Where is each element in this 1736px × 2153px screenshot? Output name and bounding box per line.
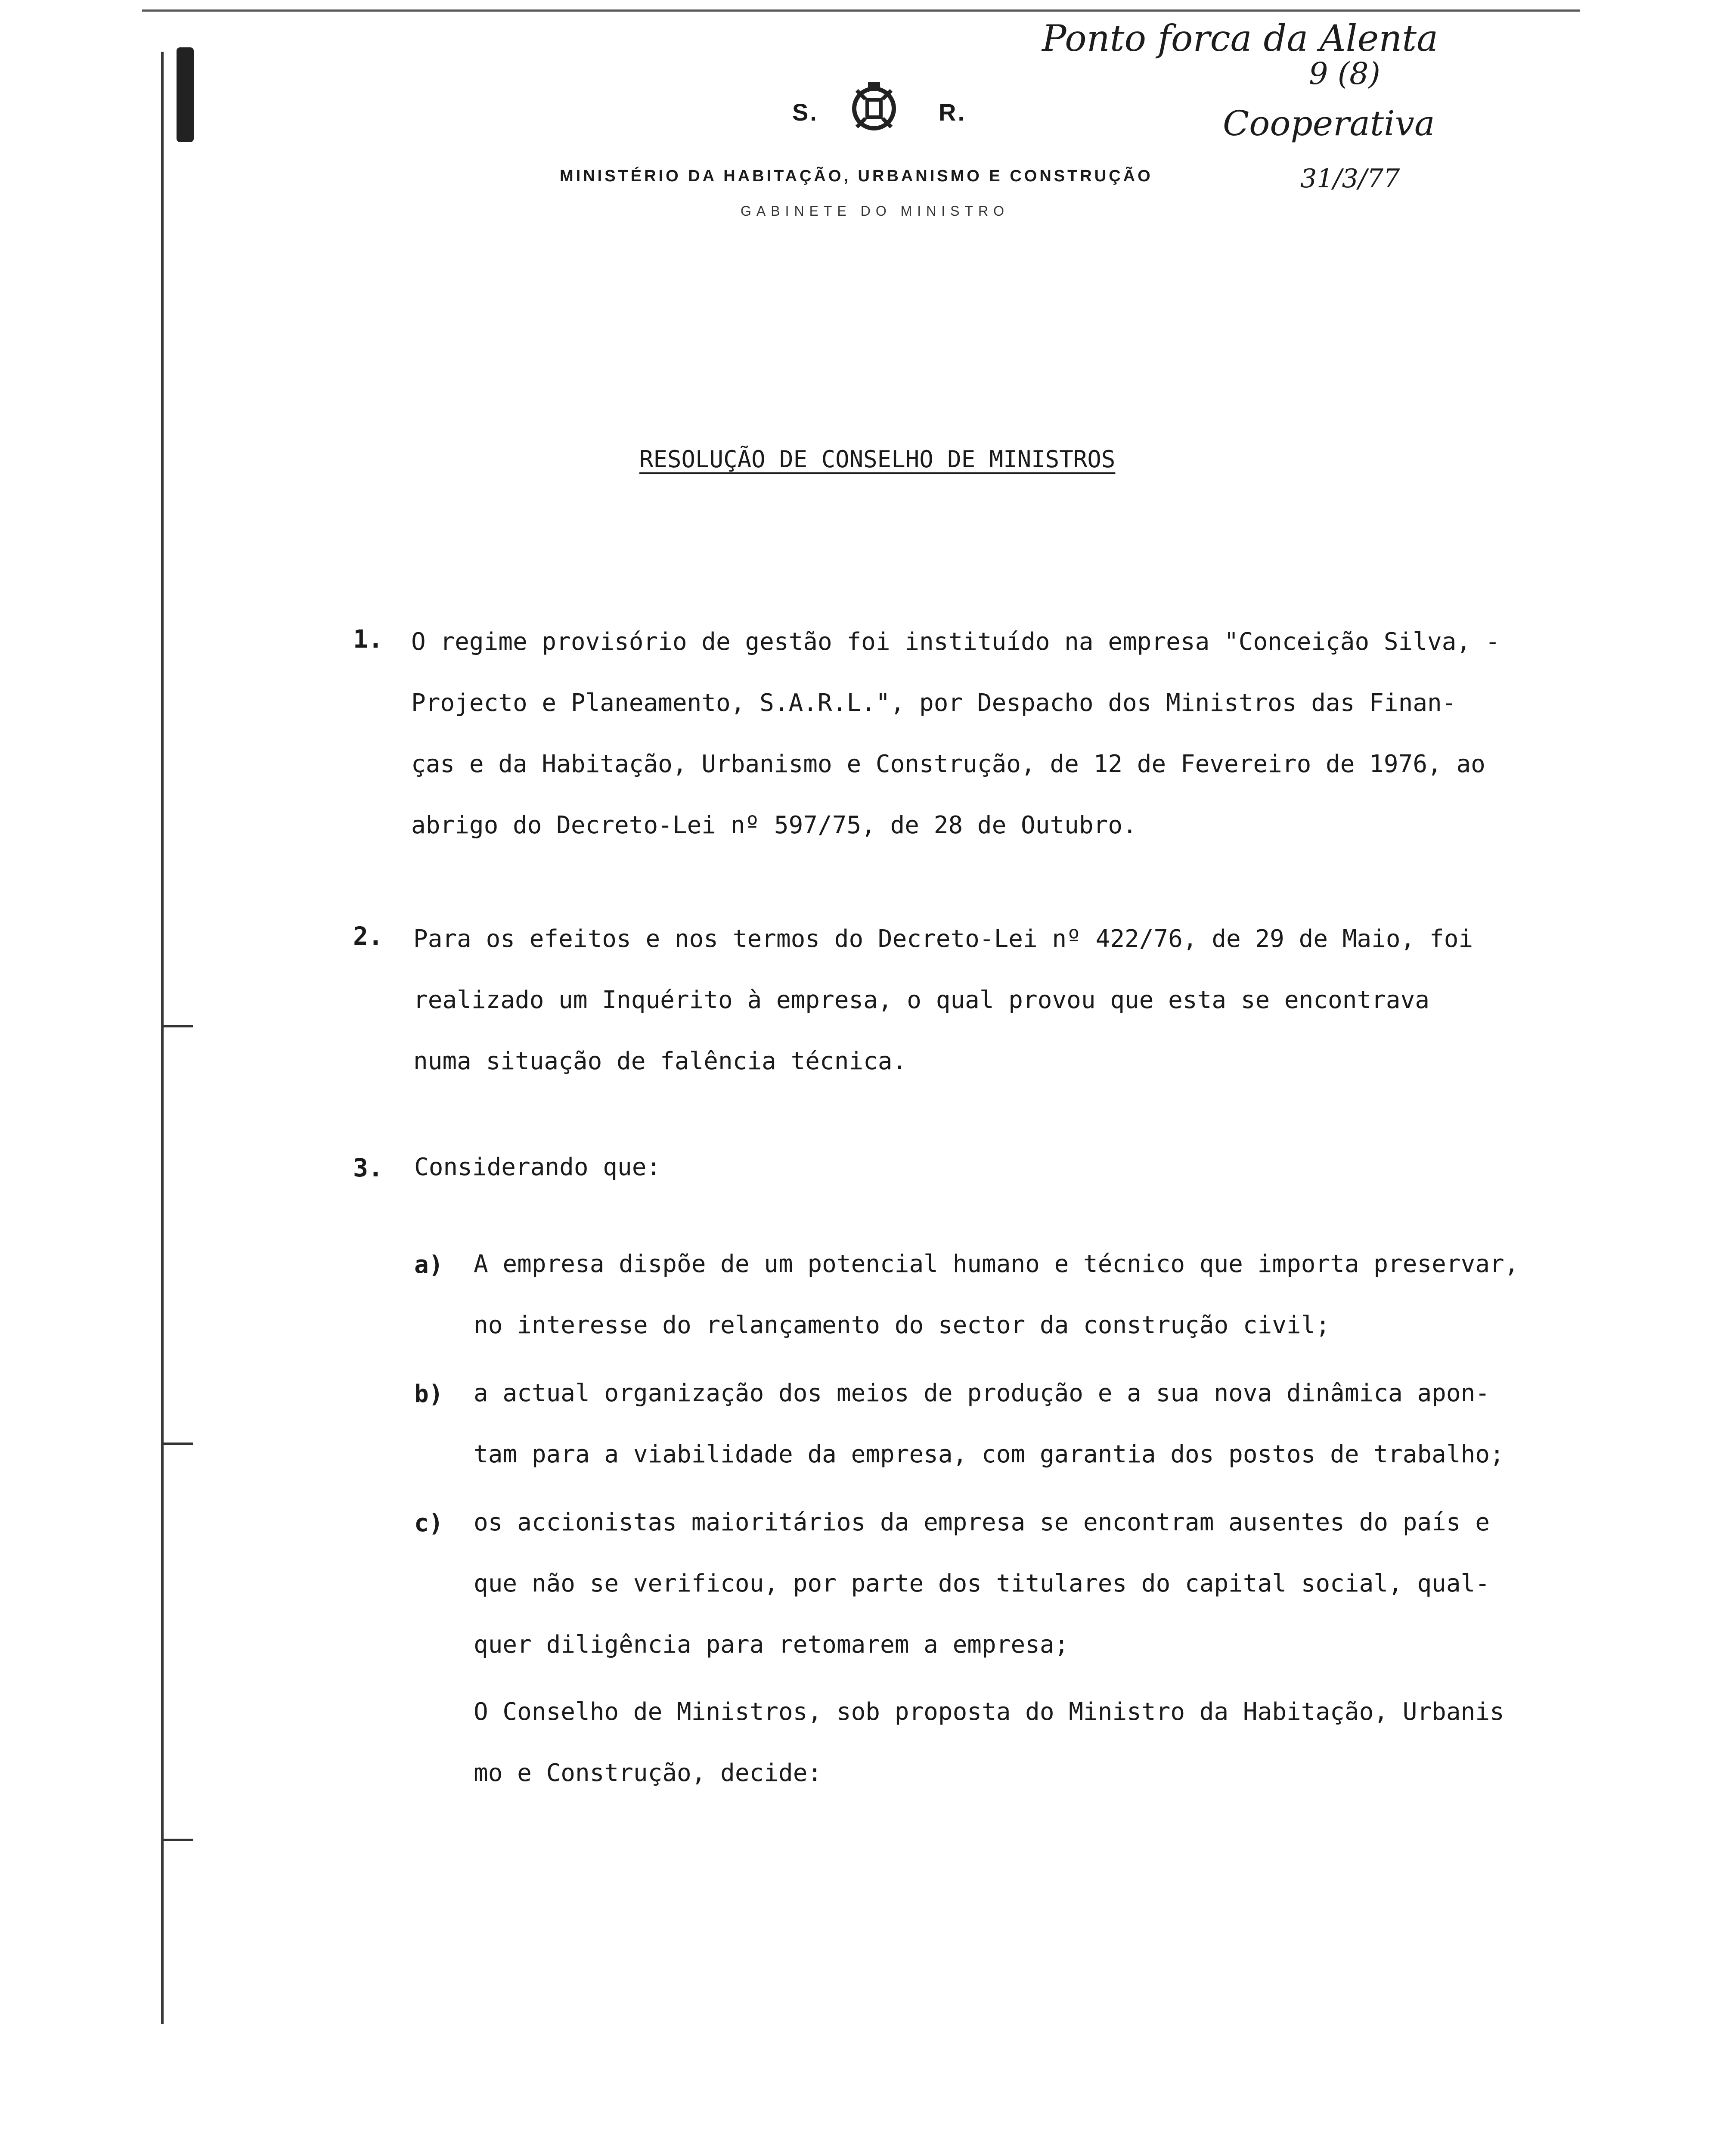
top-scan-edge	[142, 9, 1580, 12]
item-line: que não se verificou, por parte dos titulares do capital social, qual-	[474, 1570, 1490, 1598]
paragraph-2	[413, 909, 1473, 1092]
paragraph-line: realizado um Inquérito à empresa, o qual provou que esta se encontrava	[413, 986, 1430, 1014]
coat-of-arms-icon	[844, 78, 904, 138]
item-label: b)	[414, 1380, 443, 1408]
margin-tick	[163, 1839, 193, 1841]
item-line: A empresa dispõe de um potencial humano e técnico que importa preservar,	[474, 1250, 1519, 1278]
paragraph-number: 1.	[353, 624, 383, 654]
margin-tick	[163, 1443, 193, 1445]
handwritten-note-line3: Cooperativa	[1223, 103, 1435, 143]
item-line: no interesse do relançamento do sector da construção civil;	[474, 1311, 1330, 1339]
handwritten-note-line2: 9 (8)	[1309, 56, 1380, 91]
paragraph-1	[411, 611, 1500, 856]
considering-intro: Considerando que:	[414, 1153, 661, 1181]
paragraph-line: abrigo do Decreto-Lei nº 597/75, de 28 de Outubro.	[411, 811, 1137, 839]
letterhead-s: S.	[792, 99, 818, 126]
cabinet-name: GABINETE DO MINISTRO	[741, 203, 1010, 219]
decision-line: mo e Construção, decide:	[474, 1759, 822, 1787]
item-line: tam para a viabilidade da empresa, com garantia dos postos de trabalho;	[474, 1440, 1504, 1468]
binding-mark	[177, 47, 194, 142]
item-label: c)	[414, 1509, 443, 1537]
item-label: a)	[414, 1251, 443, 1279]
item-c	[474, 1492, 1490, 1675]
paragraph-number: 3.	[353, 1153, 383, 1182]
paragraph-line: ças e da Habitação, Urbanismo e Construção, de 12 de Fevereiro de 1976, ao	[411, 750, 1485, 778]
letterhead-r: R.	[939, 99, 966, 126]
paragraph-line: O regime provisório de gestão foi instituído na empresa "Conceição Silva, -	[411, 628, 1500, 656]
document-title: RESOLUÇÃO DE CONSELHO DE MINISTROS	[639, 446, 1116, 473]
handwritten-note-line1: Ponto forca da Alenta	[1042, 17, 1438, 59]
item-line: a actual organização dos meios de produção e a sua nova dinâmica apon-	[474, 1379, 1490, 1407]
item-a	[474, 1234, 1519, 1356]
ministry-name: MINISTÉRIO DA HABITAÇÃO, URBANISMO E CONSTRUÇÃO	[560, 167, 1153, 185]
paragraph-line: Projecto e Planeamento, S.A.R.L.", por Despacho dos Ministros das Finan-	[411, 689, 1457, 717]
handwritten-date: 31/3/77	[1300, 164, 1400, 194]
council-decision	[474, 1681, 1504, 1804]
item-line: os accionistas maioritários da empresa se encontram ausentes do país e	[474, 1508, 1490, 1536]
item-b	[474, 1363, 1504, 1485]
paragraph-number: 2.	[353, 921, 383, 951]
paragraph-line: numa situação de falência técnica.	[413, 1047, 907, 1075]
margin-tick	[163, 1025, 193, 1027]
binding-margin-line	[161, 52, 164, 2024]
decision-line: O Conselho de Ministros, sob proposta do Ministro da Habitação, Urbanis	[474, 1698, 1504, 1726]
paragraph-line: Para os efeitos e nos termos do Decreto-Lei nº 422/76, de 29 de Maio, foi	[413, 925, 1473, 953]
item-line: quer diligência para retomarem a empresa;	[474, 1631, 1069, 1659]
